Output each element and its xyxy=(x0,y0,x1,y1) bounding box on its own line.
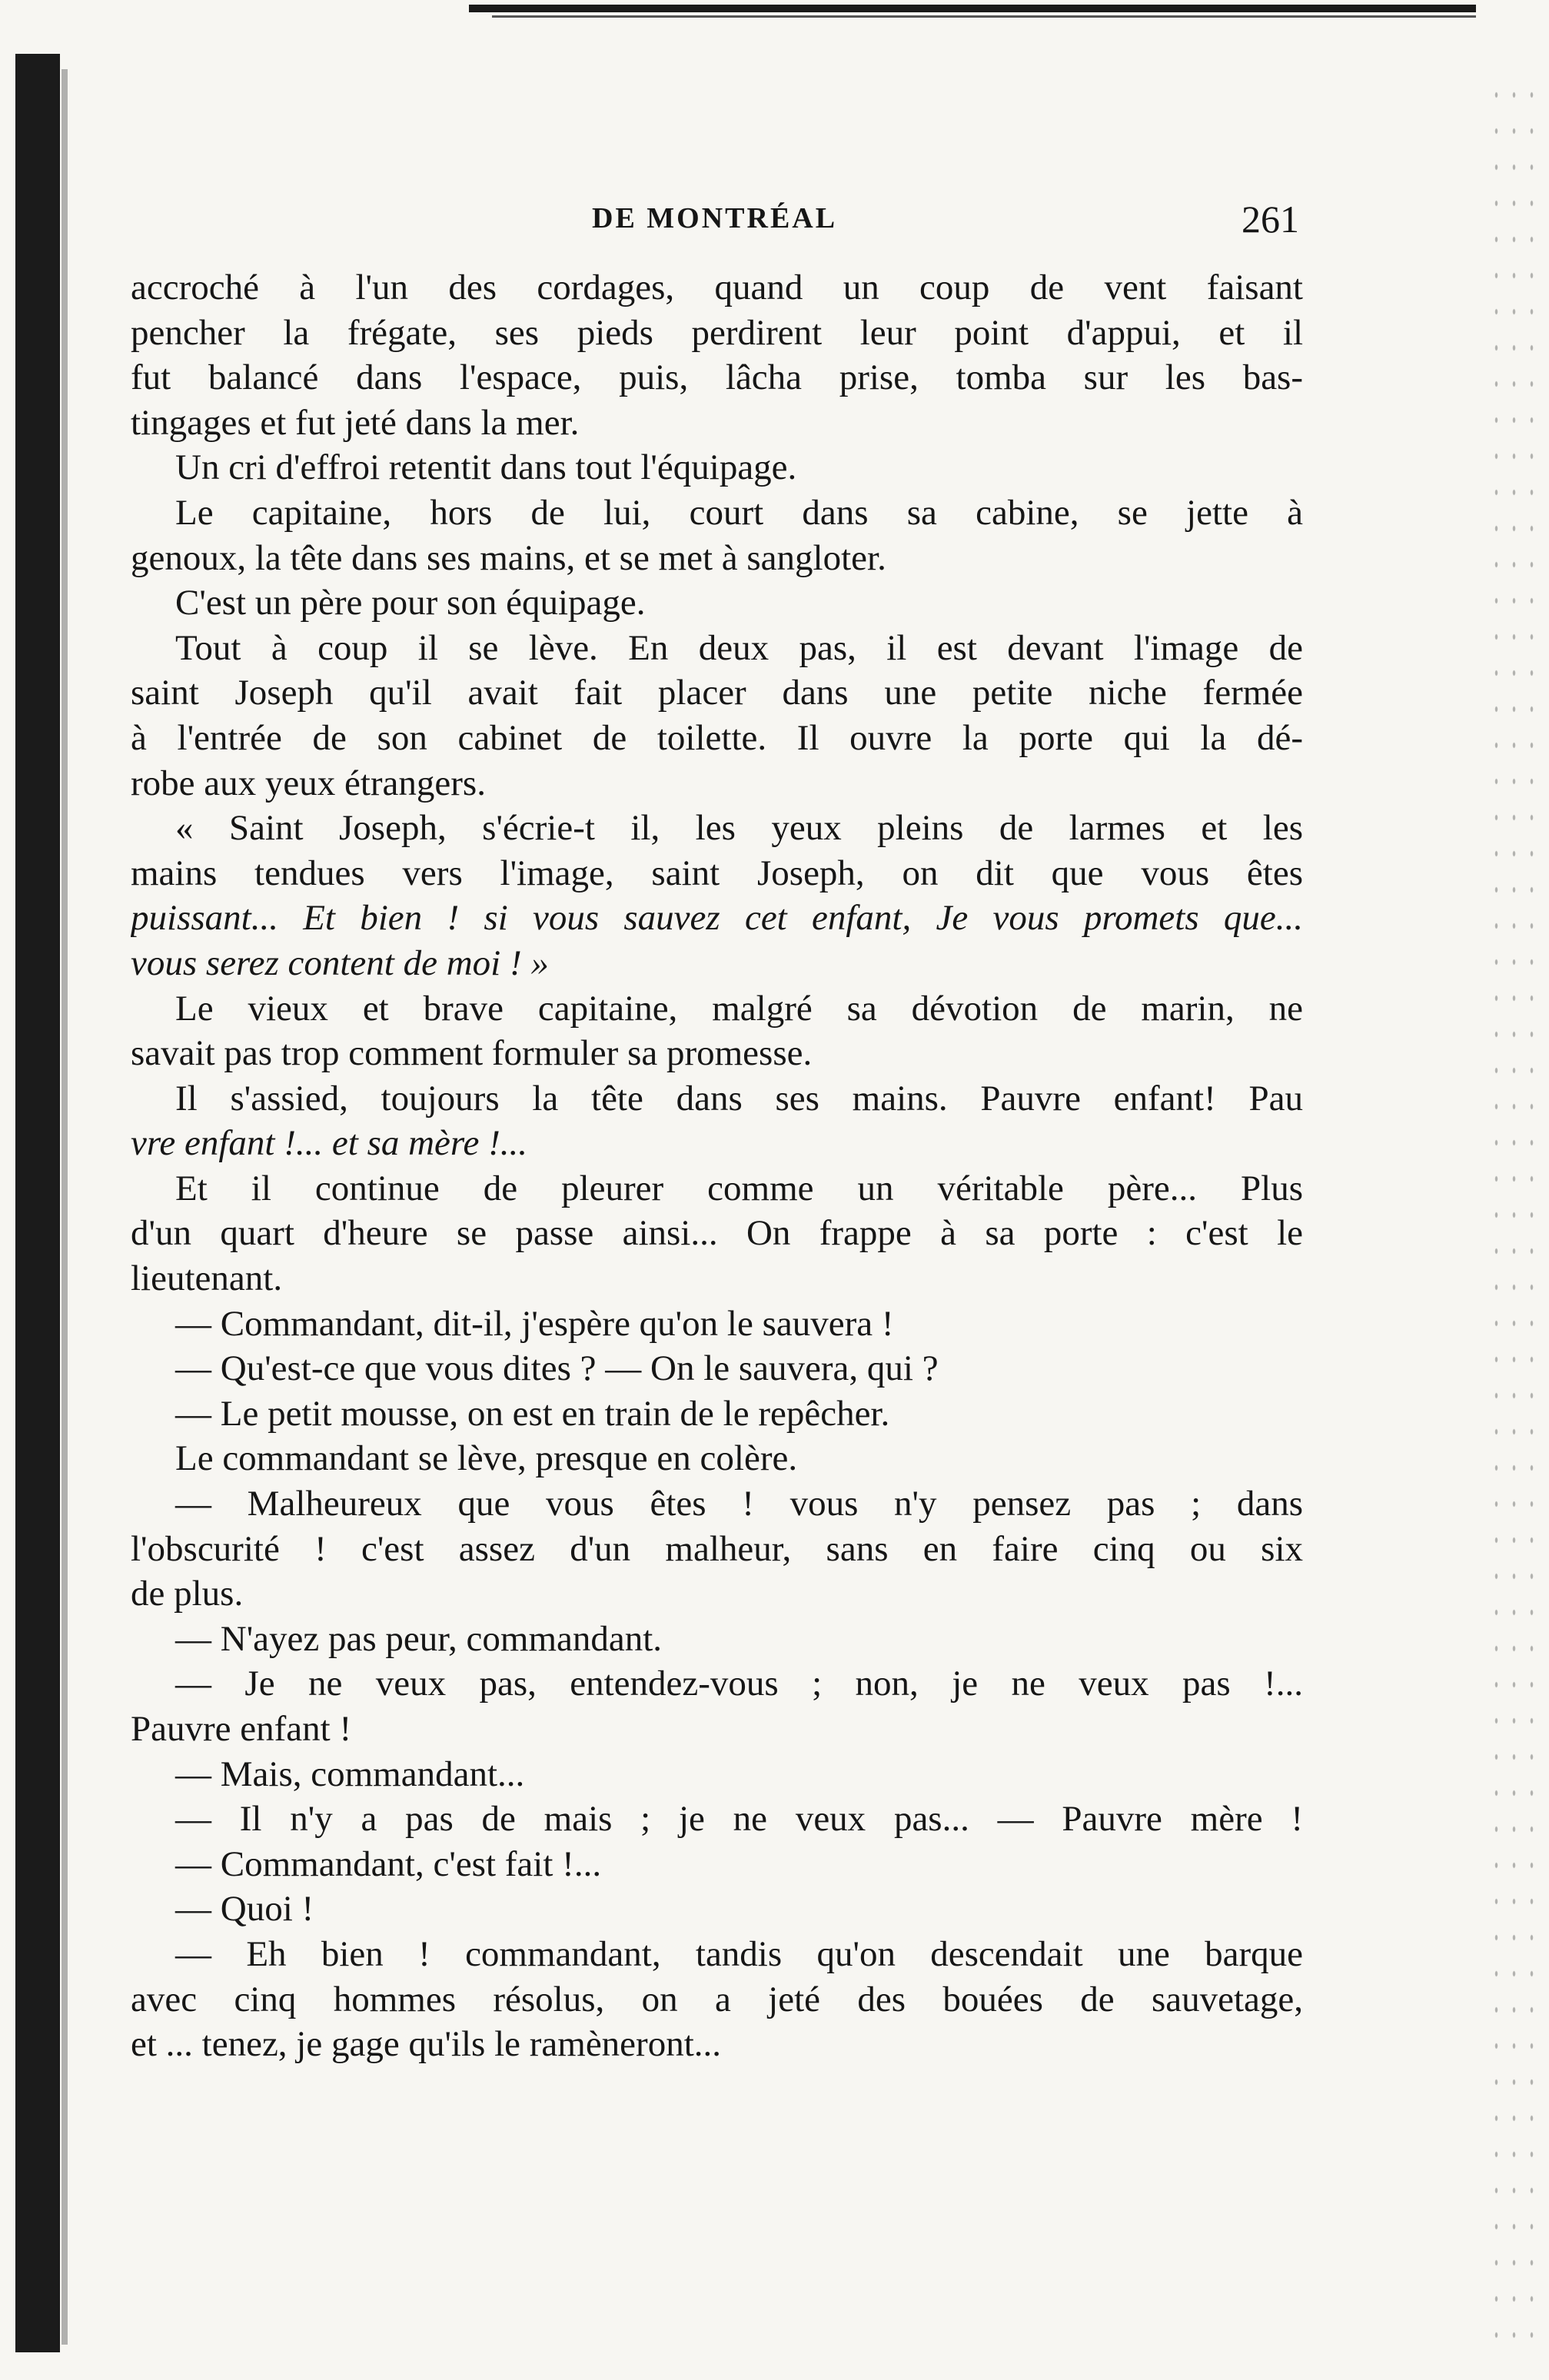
text-line: — Quoi ! xyxy=(175,1889,314,1930)
text-line: — Malheureux que vous êtes ! vous n'y pensez pas ; dans xyxy=(175,1484,1303,1524)
book-spine-edge xyxy=(61,69,68,2345)
text-line: robe aux yeux étrangers. xyxy=(131,763,486,803)
text-line: saint Joseph qu'il avait fait placer dans une petite niche fermée xyxy=(131,673,1303,713)
text-line: — Qu'est-ce que vous dites ? — On le sauvera, qui ? xyxy=(175,1348,939,1389)
text-line: savait pas trop comment formuler sa promesse. xyxy=(131,1033,813,1074)
text-line: Le commandant se lève, presque en colère. xyxy=(175,1438,798,1479)
text-line: vre enfant !... et sa mère !... xyxy=(131,1123,527,1164)
text-line: tingages et fut jeté dans la mer. xyxy=(131,402,580,443)
book-spine-shadow xyxy=(15,54,60,2352)
text-line: accroché à l'un des cordages, quand un coup de vent faisant xyxy=(131,268,1303,307)
text-line: fut balancé dans l'espace, puis, lâcha prise, tomba sur les bas- xyxy=(131,357,1303,398)
text-line: de plus. xyxy=(131,1574,244,1614)
text-line: — Commandant, c'est fait !... xyxy=(175,1843,602,1884)
page-number: 261 xyxy=(1242,198,1299,241)
text-line: Il s'assied, toujours la tête dans ses mains. Pauvre enfant! Pau xyxy=(175,1078,1303,1119)
text-line: Un cri d'effroi retentit dans tout l'équipage. xyxy=(175,447,797,488)
text-line: vous serez content de moi ! » xyxy=(131,942,549,983)
text-line: — Eh bien ! commandant, tandis qu'on descendait une barque xyxy=(175,1933,1303,1974)
text-line: l'obscurité ! c'est assez d'un malheur, sans en faire cinq ou six xyxy=(131,1528,1303,1569)
text-line: d'un quart d'heure se passe ainsi... On frappe à sa porte : c'est le xyxy=(131,1213,1303,1254)
top-border-line xyxy=(469,5,1476,12)
text-line: Le vieux et brave capitaine, malgré sa dévotion de marin, ne xyxy=(175,988,1303,1029)
text-line: Tout à coup il se lève. En deux pas, il est devant l'image de xyxy=(175,627,1303,668)
text-line: puissant... Et bien ! si vous sauvez cet enfant, Je vous promets que... xyxy=(131,898,1303,939)
text-line: — Commandant, dit-il, j'espère qu'on le sauvera ! xyxy=(175,1303,894,1344)
text-line: genoux, la tête dans ses mains, et se met à sangloter. xyxy=(131,537,886,578)
text-line: pencher la frégate, ses pieds perdirent leur point d'appui, et il xyxy=(131,312,1303,353)
running-header xyxy=(131,198,1299,248)
text-line: — N'ayez pas peur, commandant. xyxy=(175,1618,663,1659)
text-line: lieutenant. xyxy=(131,1258,283,1299)
text-line: mains tendues vers l'image, saint Joseph, on dit que vous êtes xyxy=(131,853,1303,893)
text-line: Le capitaine, hors de lui, court dans sa cabine, se jette à xyxy=(175,492,1303,533)
text-line: Et il continue de pleurer comme un véritable père... Plus xyxy=(175,1168,1303,1208)
text-line: — Il n'y a pas de mais ; je ne veux pas... — Pauvre mère ! xyxy=(175,1799,1303,1840)
text-line: — Mais, commandant... xyxy=(175,1753,525,1794)
text-line: — Je ne veux pas, entendez-vous ; non, je ne veux pas !... xyxy=(175,1664,1303,1704)
running-title: DE MONTRÉAL xyxy=(592,202,838,234)
text-line: avec cinq hommes résolus, on a jeté des bouées de sauvetage, xyxy=(131,1979,1303,2019)
text-line: « Saint Joseph, s'écrie-t il, les yeux pleins de larmes et les xyxy=(175,808,1303,849)
text-line: à l'entrée de son cabinet de toilette. Il ouvre la porte qui la dé- xyxy=(131,717,1303,758)
text-line: Pauvre enfant ! xyxy=(131,1709,352,1749)
top-border-thin-line xyxy=(492,15,1476,18)
body-text xyxy=(131,265,1303,2067)
text-line: C'est un père pour son équipage. xyxy=(175,583,646,623)
text-line: — Le petit mousse, on est en train de le repêcher. xyxy=(175,1393,890,1434)
text-line: et ... tenez, je gage qu'ils le ramèneront... xyxy=(131,2024,721,2065)
page-edge-specks xyxy=(1488,77,1534,2352)
